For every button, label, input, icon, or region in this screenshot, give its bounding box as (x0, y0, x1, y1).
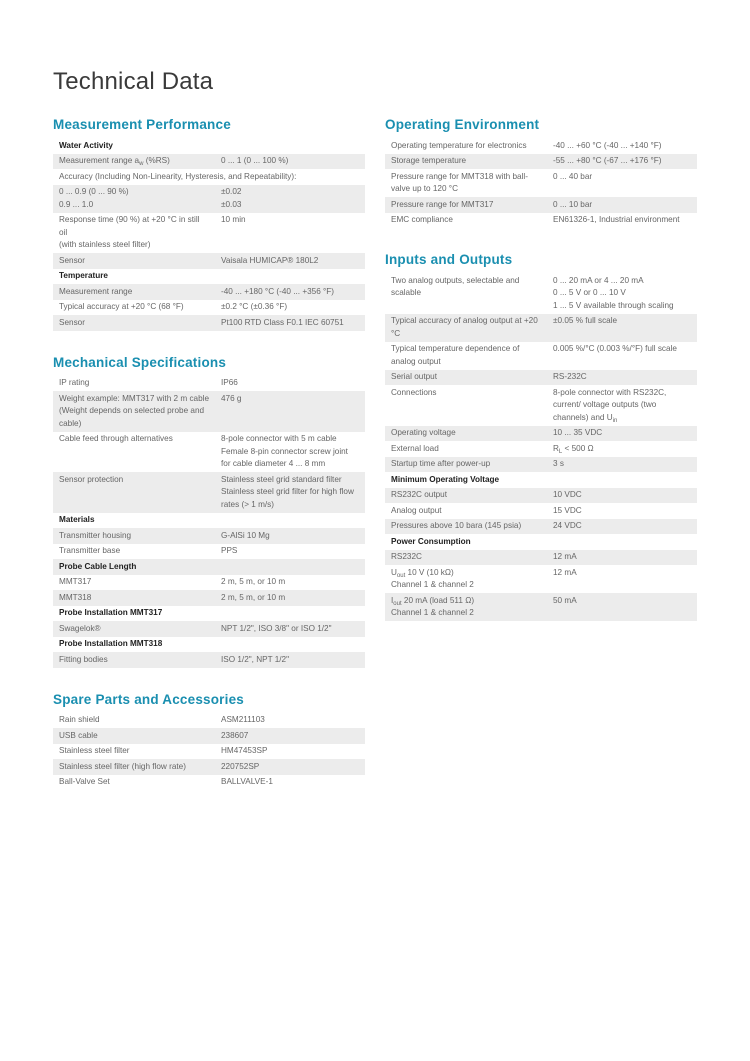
subheading: Probe Installation MMT318 (59, 639, 163, 648)
subheading: Water Activity (59, 140, 113, 150)
section-heading: Spare Parts and Accessories (53, 691, 244, 707)
page-title: Technical Data (53, 68, 214, 95)
row-value: RS-232C (547, 370, 697, 386)
table-row (385, 342, 697, 370)
row-label: Typical accuracy of analog output at +20 °C (385, 314, 547, 342)
row-label: Fitting bodies (53, 652, 215, 668)
row-value: ASM211103 (221, 715, 265, 724)
row-value: PPS (221, 546, 238, 555)
subheading-row (53, 138, 365, 154)
subheading: Probe Cable Length (53, 559, 365, 575)
subheading: Minimum Operating Voltage (391, 474, 500, 484)
row-value: 12 mA (553, 567, 577, 577)
row-value: BALLVALVE-1 (221, 777, 273, 786)
row-label: Response time (90 %) at +20 °C in still oil (with stainless steel filter) (59, 215, 200, 249)
table-row (53, 432, 365, 473)
table-row (53, 185, 365, 213)
table-row (53, 154, 365, 170)
subheading: Probe Installation MMT317 (59, 608, 163, 617)
operating-environment-section (385, 117, 697, 228)
table-row (385, 565, 697, 593)
left-column (53, 117, 365, 814)
table-row (53, 575, 365, 591)
row-label: RS232C output (385, 488, 547, 504)
row-label: Measurement range (53, 284, 215, 300)
row-value: -40 ... +60 °C (-40 ... +140 °F) (553, 140, 662, 150)
subheading: Power Consumption (391, 536, 471, 546)
mechanical-specifications-section (53, 355, 365, 668)
table-row (53, 376, 365, 392)
row-label: Cable feed through alternatives (59, 434, 173, 443)
row-value: ±0.2 °C (±0.36 °F) (221, 302, 288, 311)
row-value: 0 ... 20 mA or 4 ... 20 mA 0 ... 5 V or 0 ... 10 V 1 ... 5 V available through scaling (553, 275, 674, 310)
spare-parts-section (53, 692, 365, 791)
row-label: Storage temperature (385, 154, 547, 170)
table-row (385, 314, 697, 342)
table-row (53, 315, 365, 331)
row-label: External load (391, 443, 439, 453)
row-label: 0 ... 0.9 (0 ... 90 %) 0.9 ... 1.0 (53, 185, 215, 213)
table-row (53, 391, 365, 432)
table-row (53, 759, 365, 775)
table-row (385, 385, 697, 426)
table-row (53, 300, 365, 316)
row-value: ±0.02 ±0.03 (215, 185, 365, 213)
subheading-row (53, 606, 365, 622)
table-row (385, 550, 697, 566)
row-value: ±0.05 % full scale (547, 314, 697, 342)
right-column (385, 117, 697, 645)
row-label: $I_{out}$ 20 mA (load 511 Ω) Channel 1 & channel 2 (385, 593, 547, 621)
row-label: Operating voltage (385, 426, 547, 442)
row-label: Serial output (385, 370, 547, 386)
row-value: 2 m, 5 m, or 10 m (221, 577, 286, 586)
subheading-row (385, 534, 697, 550)
row-value: NPT 1/2", ISO 3/8" or ISO 1/2" (215, 621, 365, 637)
row-label: Transmitter base (59, 546, 121, 555)
table-row (385, 593, 697, 621)
table-row (385, 441, 697, 457)
table-row (53, 728, 365, 744)
row-label: Analog output (391, 505, 442, 515)
row-label: Typical accuracy at +20 °C (68 °F) (59, 302, 184, 311)
table-row (53, 169, 365, 185)
row-value: Vaisala HUMICAP® 180L2 (215, 253, 365, 269)
row-value: 3 s (547, 457, 697, 473)
row-label: Measurement range $a_w$ (%RS) (53, 154, 215, 170)
row-label: Two analog outputs, selectable and scalable (391, 275, 520, 297)
table-row (385, 169, 697, 197)
inputs-outputs-table (385, 273, 697, 621)
table-row (53, 713, 365, 729)
table-row (385, 213, 697, 229)
table-row (385, 370, 697, 386)
table-row (53, 284, 365, 300)
section-heading: Operating Environment (385, 117, 540, 132)
row-value: IP66 (221, 378, 238, 387)
subheading: Materials (59, 515, 95, 524)
section-heading: Measurement Performance (53, 117, 231, 132)
subheading-row (385, 472, 697, 488)
row-label: Ball-Valve Set (59, 777, 110, 786)
subheading-row (53, 269, 365, 285)
row-value: $R_L < 500$ Ω (553, 443, 594, 455)
row-label: Typical temperature dependence of analog output (391, 344, 520, 366)
row-label: MMT318 (53, 590, 215, 606)
row-value: 8-pole connector with RS232C, current/ voltage outputs (two channels) and $U_{in}$ (553, 387, 667, 424)
row-value: 238607 (215, 728, 365, 744)
table-row (53, 744, 365, 760)
table-row (385, 426, 697, 442)
row-value: G-AlSi 10 Mg (215, 528, 365, 544)
row-value: 0.005 %/°C (0.003 %/°F) full scale (553, 344, 677, 353)
table-row (53, 621, 365, 637)
row-label: Stainless steel filter (high flow rate) (53, 759, 215, 775)
subheading-row (53, 637, 365, 653)
row-value: Pt100 RTD Class F0.1 IEC 60751 (215, 315, 365, 331)
section-heading: Mechanical Specifications (53, 354, 227, 370)
table-row (53, 590, 365, 606)
row-value: 0 ... 40 bar (553, 171, 593, 181)
table-row (385, 273, 697, 314)
operating-environment-table (385, 138, 697, 228)
row-value: 10 ... 35 VDC (547, 426, 697, 442)
row-label: Startup time after power-up (385, 457, 547, 473)
spare-parts-table (53, 713, 365, 791)
row-value: 2 m, 5 m, or 10 m (215, 590, 365, 606)
subheading: Temperature (59, 271, 108, 280)
row-label: Transmitter housing (53, 528, 215, 544)
row-label: Operating temperature for electronics (391, 140, 527, 150)
table-row (385, 138, 697, 154)
row-value: EN61326-1, Industrial environment (553, 215, 680, 224)
table-row (385, 457, 697, 473)
row-value: -40 ... +180 °C (-40 ... +356 °F) (215, 284, 365, 300)
table-row (53, 213, 365, 254)
row-label: Swagelok® (53, 621, 215, 637)
row-label: Rain shield (59, 715, 100, 724)
row-label: RS232C (385, 550, 547, 566)
table-row (385, 154, 697, 170)
row-label: Sensor (53, 253, 215, 269)
row-label: $U_{out}$ 10 V (10 kΩ) Channel 1 & channel 2 (391, 567, 474, 589)
row-label: Stainless steel filter (59, 746, 130, 755)
row-label: Pressures above 10 bara (145 psia) (385, 519, 547, 535)
row-label: MMT317 (59, 577, 92, 586)
row-label: Pressure range for MMT318 with ball-valve up to 120 °C (391, 171, 528, 193)
row-value: ISO 1/2", NPT 1/2" (215, 652, 365, 668)
row-value: 8-pole connector with 5 m cable Female 8-pin connector screw joint for cable diameter 4 ... 8 mm (221, 434, 348, 468)
row-label: Connections (391, 387, 437, 397)
table-row (385, 488, 697, 504)
row-value: 12 mA (547, 550, 697, 566)
table-row (53, 472, 365, 513)
row-label: Pressure range for MMT317 (385, 197, 547, 213)
row-value: 10 min (221, 215, 246, 224)
measurement-performance-table (53, 138, 365, 331)
table-row (53, 544, 365, 560)
table-row (53, 652, 365, 668)
row-label: Accuracy (Including Non-Linearity, Hysteresis, and Repeatability): (59, 171, 297, 181)
row-label: USB cable (53, 728, 215, 744)
row-value: 24 VDC (547, 519, 697, 535)
mechanical-table (53, 376, 365, 668)
table-row (385, 503, 697, 519)
row-value: 10 VDC (547, 488, 697, 504)
row-value: -55 ... +80 °C (-67 ... +176 °F) (547, 154, 697, 170)
inputs-outputs-section (385, 252, 697, 621)
table-row (53, 528, 365, 544)
subheading-row (53, 559, 365, 575)
row-value: 0 ... 1 (0 ... 100 %) (215, 154, 365, 170)
row-value: 476 g (215, 391, 365, 432)
table-row (53, 775, 365, 791)
table-row (53, 253, 365, 269)
row-value: 15 VDC (553, 505, 582, 515)
row-value: Stainless steel grid standard filter Stainless steel grid filter for high flow rates (> 1 m/s) (215, 472, 365, 513)
section-heading: Inputs and Outputs (385, 252, 513, 267)
row-label: EMC compliance (391, 215, 453, 224)
row-label: Sensor protection (53, 472, 215, 513)
table-row (385, 519, 697, 535)
row-value: HM47453SP (221, 746, 268, 755)
row-value: 50 mA (547, 593, 697, 621)
row-value: 220752SP (215, 759, 365, 775)
row-label: Weight example: MMT317 with 2 m cable (Weight depends on selected probe and cable) (53, 391, 215, 432)
row-label: Sensor (53, 315, 215, 331)
row-value: 0 ... 10 bar (547, 197, 697, 213)
table-row (385, 197, 697, 213)
subheading-row (53, 513, 365, 529)
measurement-performance-section (53, 117, 365, 331)
row-label: IP rating (59, 378, 90, 387)
